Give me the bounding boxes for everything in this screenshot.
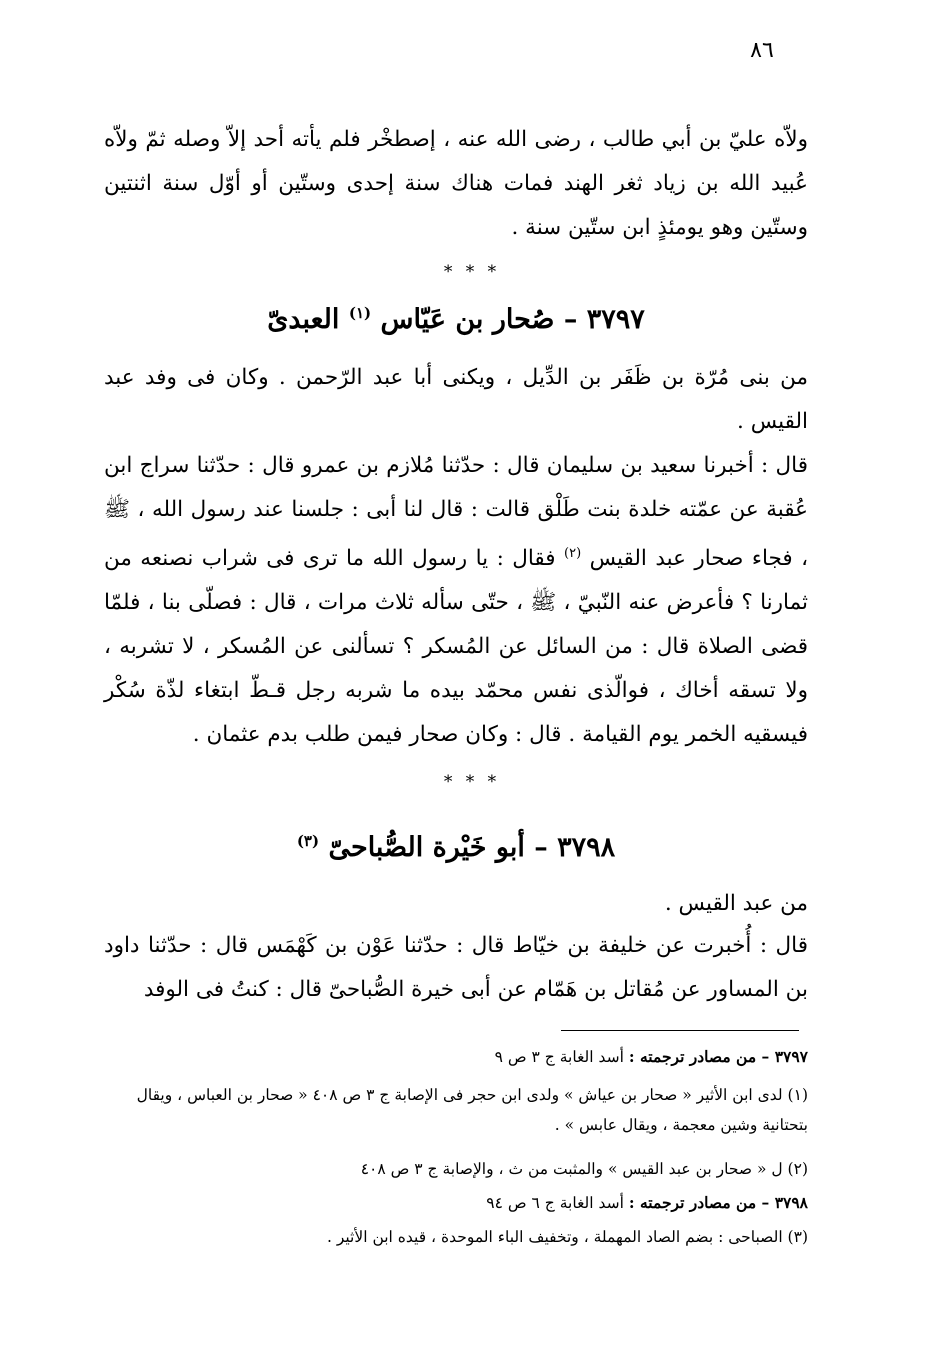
page-number: ٨٦ — [750, 38, 774, 63]
footnote-source-text: أسد الغابة ج ٣ ص ٩ — [494, 1048, 624, 1066]
footnote-1: (١) لدى ابن الأثير « صحار بن عياش » ولدى ابن حجر فى الإصابة ج ٣ ص ٤٠٨ « صحار بن العباس ، ويقال بتحتانية وشين معجمة ، ويقال عابس » . — [136, 1086, 808, 1134]
entry-number: ٣٧٩٨ — [557, 832, 616, 863]
section-separator: * * * — [443, 772, 501, 792]
intro-paragraph: ولاّه عليّ بن أبي طالب ، رضى الله عنه ، إصطخْر فلم يأته أحد إلاّ وصله ثمّ ولاّه عُبيد الله بن زياد ثغر الهند فمات هناك سنة إحدى وستّين أو أوّل سنة اثنتين وستّين وهو يومئذٍ ابن ستّين سنة . — [104, 127, 808, 240]
entry-heading-3797 — [104, 304, 808, 335]
footnote-3: (٣) الصباحى : بضم الصاد المهملة ، وتخفيف الباء الموحدة ، قيده ابن الأثير . — [326, 1228, 808, 1246]
para-text-continued: فقال : يا رسول الله ما ترى فى شراب نصنعه من ثمارنا ؟ فأعرض عنه النّبيّ ، ﷺ ، حتّى سأله ثلاث مرات ، قال : فصلّى بنا ، فلمّا قضى الصلاة قال : من السائل عن المُسكر ؟ تسألنى عن المُسكر ، لا تشربه ، ولا تسقه أخاك ، فوالّذى نفس محمّد بيده ما شربه رجل قـطّ ابتغاء لذّة سُكْر فيسقيه الخمر يوم القيامة . قال : وكان صحار فيمن طلب بدم عثمان . — [104, 546, 808, 748]
entry-number: ٣٧٩٧ — [586, 304, 645, 335]
footnote-divider — [561, 1030, 799, 1031]
entry-dash: – — [534, 832, 548, 863]
section-separator: * * * — [443, 262, 501, 282]
entry-3797-para-2 — [104, 444, 808, 757]
entry-3797-para-1: من بنى مُرّة بن ظَفَر بن الدِّيل ، ويكنى أبا عبد الرّحمن . وكان فى وفد عبد القيس . — [104, 365, 808, 434]
para-text: قال : أخبرنا سعيد بن سليمان قال : حدّثنا مُلازم بن عمرو قال : حدّثنا سراج ابن عُقبة عن عمّته خلدة بنت طَلْق قالت : قال لنا أبى : جلسنا عند رسول الله ، ﷺ ، فجاء صحار عبد القيس — [104, 453, 809, 572]
footnote-source-3798 — [104, 1188, 808, 1218]
entry-nisba: العبدىّ — [267, 304, 340, 335]
footnote-2: (٢) ل « صحار بن عبد القيس » والمثبت من ث ، والإصابة ج ٣ ص ٤٠٨ — [360, 1160, 808, 1178]
entry-heading-3798 — [104, 832, 808, 863]
entry-name: صُحار بن عَيّاس — [380, 304, 555, 335]
footnote-source-label: ٣٧٩٧ – من مصادر ترجمته : — [628, 1047, 808, 1066]
footnote-source-label: ٣٧٩٨ – من مصادر ترجمته : — [628, 1193, 808, 1212]
entry-dash: – — [563, 304, 578, 335]
footnote-ref: (٢) — [564, 546, 582, 561]
footnote-ref: (١) — [348, 304, 372, 322]
footnote-source-text: أسد الغابة ج ٦ ص ٩٤ — [486, 1194, 624, 1212]
footnote-ref: (٣) — [296, 832, 320, 850]
entry-3798-para-1: من عبد القيس . — [664, 891, 808, 916]
entry-name: أبو خَيْرة الصُّباحىّ — [328, 832, 525, 863]
footnote-source-3797 — [104, 1042, 808, 1072]
entry-3798-para-2: قال : أُخبرت عن خليفة بن خيّاط قال : حدّثنا عَوْن بن كَهْمَس قال : حدّثنا داود بن المساور عن مُقاتل بن هَمّام عن أبى خيرة الصُّباحىّ قال : كنتُ فى الوفد — [104, 933, 808, 1002]
